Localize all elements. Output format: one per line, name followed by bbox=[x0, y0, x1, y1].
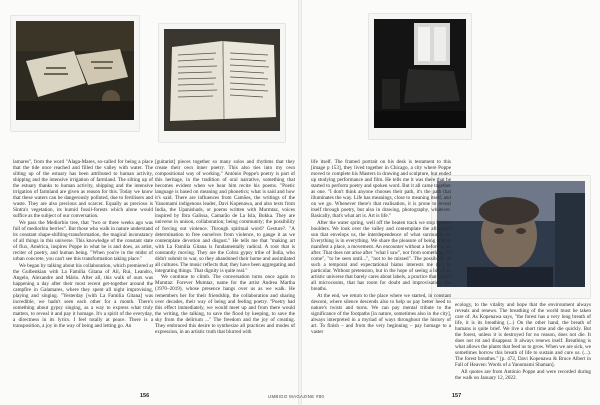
page-number-left: 156 bbox=[140, 393, 150, 399]
page-number-right: 157 bbox=[452, 393, 462, 399]
paragraph: life itself. The framed portrait on his desk is testament to this [image p 153], they lived together in Chicago, a city where Poppe moved to complete his Masters in drawing and sculpture, but ended up studying performance and film. He tells me it was there that he started to perform poetry and spoken word. But it all came together as one. "I don't think anyone chooses their path, it's the path that illuminates the way. Life has meanings, close to meaning itself, and on we go. Whenever there's that realisation, it is prone to reveal itself through poetry, but also in drawing, photography, whatever. Basically, that's what art is. Art is life." bbox=[311, 159, 451, 220]
paragraph: [guitarist] pieces together so many solos and rhythms that they create their own inner poetry. This also ties into my own compositional way of working." António Poppe's poetry is part of this heritage, in the tradition of oral narrative, something that becomes evident when we hear him recite his poems. "Poetic language is based on meaning and phonetics; what is said and how it's said. There are influences from Camões, the writings of the Yanomami indigenous leader, Davi Kopenawa, and also texts from India, the Upanishads, or poems written with Murmtaz, voices inspired by Ibra Galissa, Camarão de La Isla, Bukka. They are universe in unison, collaboration; being community; the possibility of forcing out violence. Through spiritual word? Gesture?. "A determination to free ourselves from violence, to gauge it as we contemplate devotion and disgust." He tells me that "making art with La Familia Gitana is fundamentally radical. A root that is constantly moving. They are the Cobra gypsy tribe of India, who didn't submit to war, so they abandoned their home and assimilated all cultures. The music reflects that; they have been aggregating and integrating things. That dignity is quite real." bbox=[155, 159, 295, 274]
gutter bbox=[298, 0, 302, 405]
desk-photo bbox=[16, 21, 134, 120]
paragraph: We continue to climb. The conversation turns once again to Mumtaz: Forever Mumtaz, name for the artist Andrea Martha (1970–2019), whose presence hangs over us as we walk. He remembers her for their friendship, the collaboration and sharing over decades, their way of being and feeling poetry. "Poetry had this effect immediately, we would meet up and from there would the writing, the talking, to save the flood by keeping, to save the sky from the delirium ..." The freedom and the joy of creating. They embraced this desire to synthesize all practices and modes of expression, in an artistic truth that blurred with bbox=[155, 274, 295, 335]
paragraph: ecology, to the vitality and hope that the environment always reveals and renews. The breathing of the world must be taken care of. As Kopenawa says, "the forest has a very long breath of life, it is its breathing (...) On the other hand, the breath of humans is quite brief. We live a short time and die quickly. But the forest, unless it is destroyed for no reason, does not die. It does not rot and disappear. It always renews itself. Breathing is what allows the plants that feed us to grow. When we are sick, we sometimes borrow this breath of life to sustain and cure us. (...). The forest breathes." [p. 472, Davi Kopenawa & Bruce Albert in Fall of Heaven: Words of a Yanomami Shaman]. bbox=[455, 302, 591, 369]
text-column-2 bbox=[155, 159, 295, 386]
paragraph: All quotes are from António Poppe and were recorded during the walk on January 12, 2022. bbox=[455, 369, 591, 382]
paragraph: lamares", from the word "Alaga-Mares, so-called for being a place that the tide once reached and filled the valley with water. The silting up of the estuary has been attributed to human activity, shipping and the intensive irrigation of farmland. The silting up of the estuary thanks to human activity, shipping and the intensive irrigation of farmland are given as reason for this. Today we know that these waters can be dangerously polluted, due to fertilisers and waste. They are also precious and scarcer. Equally as precious is Sintra's vegetation, its humid fossil-forests which alone would suffice as the subject of our conversation. bbox=[13, 159, 153, 220]
paragraph: After the water spring, well off the beaten track we stop by two boulders. We look over the valley and contemplate the afternoon sun that envelops us, the interdependence of what surrounds us. Everything is in everything. We share the pleasure of being able to manifest a place, a movement. An encounter without a before or an after. That does not arise after "what I saw", nor from something "to come", "to be seen until...", "not to be missed". The possibility of such a temporal and expectational hiatus interests me (us) in particular. Without pretension, but in the hope of seeing a bit of an artistic universe that barely cares about labels, a practice that values all microcosms, that has room for doubt and improvisation, the breaths. bbox=[311, 219, 451, 293]
polaroid-desk-photo bbox=[11, 16, 139, 131]
polaroid-portrait-photo bbox=[432, 176, 590, 298]
room-photo bbox=[374, 19, 466, 128]
text-column-4 bbox=[455, 302, 591, 386]
notebook-photo bbox=[164, 29, 280, 131]
portrait-photo bbox=[437, 181, 585, 287]
text-column-3 bbox=[311, 159, 451, 386]
paragraph: At the end, we return to the place where we started, in constant descent, where silence descends also to help us pay better heed to nature's twists and turns. We can pay mental tribute to the significance of the footpaths [in nature, sometimes also in the city], always interpreted in a myriad of ways throughout the history of art. To finish – and from the very beginning – pay homage to a vaster bbox=[311, 293, 451, 336]
polaroid-notebook-photo bbox=[159, 24, 285, 142]
polaroid-room-photo bbox=[369, 14, 471, 139]
paragraph: We began by talking about his collaboration, which premiered at the Gulbenkian with La Familia Gitana of Ali, Rui, Leandro, Angelo, Alexandre and Mário. After all, this walk of ours was happening a day after their most recent get-together around the campfire in Galamares, where they spent all night improvising, playing and singing. "Yesterday [with La Familia Gitana] was incredible, we hadn't seen each other for a month. There's something about gypsy singing, as a way to express what truly matters, to reveal it and pay it homage. It's a spirit of the everyday, a directness in its lyrics. I feel totally at peace. There is a transposition, a joy in the way of being and letting go. An bbox=[13, 262, 153, 330]
paragraph: We pass the Mediorbio tree, that "two or three weeks ago was full of mediorbio berries". But those who walk in nature understand its constant shape-shifting-transformation, the magical inconstancy of all things in this universe. This knowledge of the constant state of flux, América, inspires Poppe in what he is and does, as artist, reciter of poetry, and human being. "When you're in the midst of urban concrete, you can't see this transformation taking place." bbox=[13, 219, 153, 263]
text-column-1 bbox=[13, 159, 153, 386]
magazine-name: UMBIGO MAGAZINE #80 bbox=[268, 394, 325, 399]
